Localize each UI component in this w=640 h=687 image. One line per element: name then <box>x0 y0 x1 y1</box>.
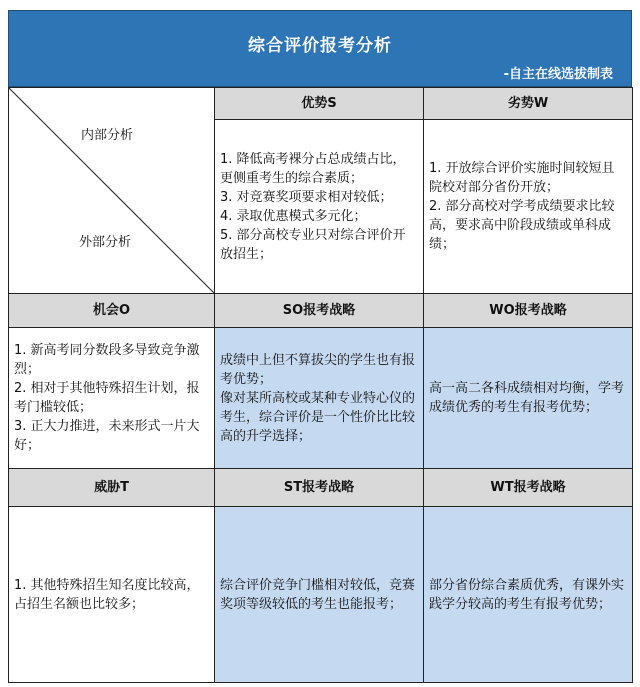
so-strategy-text: 成绩中上但不算拔尖的学生也有报考优势； 像对某所高校或某种专业特心仪的考生，综合评价是一个性价比比较高的升学选择； <box>220 352 416 444</box>
opportunities-cell <box>9 328 215 469</box>
swot-table <box>8 87 633 683</box>
wo-strategy-header: WO报考战略 <box>424 294 633 328</box>
strengths-header: 优势S <box>215 88 424 120</box>
so-strategy-cell <box>215 328 424 469</box>
page-title: 综合评价报考分析 <box>248 36 392 56</box>
st-strategy-header: ST报考战略 <box>215 469 424 507</box>
opportunities-text: 1. 新高考同分数段多导致竞争激烈； 2. 相对于其他特殊招生计划，报考门槛较低； 3. 正大力推进，未来形式一片大好； <box>14 343 200 453</box>
outer-analysis-label: 外部分析 <box>79 235 132 250</box>
threats-cell <box>9 507 215 683</box>
title-banner <box>8 10 632 87</box>
wt-strategy-text: 部分省份综合素质优秀，有课外实践学分较高的考生有报考优势； <box>429 577 625 612</box>
threats-text: 1. 其他特殊招生知名度比较高，占招生名额也比较多； <box>14 577 200 612</box>
strengths-cell <box>215 120 424 294</box>
st-strategy-cell <box>215 507 424 683</box>
so-strategy-header: SO报考战略 <box>215 294 424 328</box>
corner-diagonal-cell <box>9 88 215 294</box>
threats-header: 威胁T <box>9 469 215 507</box>
wt-strategy-header: WT报考战略 <box>424 469 633 507</box>
opportunities-header: 机会O <box>9 294 215 328</box>
inner-analysis-label: 内部分析 <box>81 128 134 143</box>
weaknesses-cell <box>424 120 633 294</box>
diagonal-line <box>9 88 215 294</box>
weaknesses-text: 1. 开放综合评价实施时间较短且院校对部分省份开放； 2. 部分高校对学考成绩要求比较高，要求高中阶段成绩或单科成绩； <box>429 161 615 252</box>
strengths-text: 1. 降低高考裸分占总成绩占比，更侧重考生的综合素质； 3. 对竞赛奖项要求相对较低； 4. 录取优惠模式多元化； 5. 部分高校专业只对综合评价开放招生； <box>220 151 406 262</box>
weaknesses-header: 劣势W <box>424 88 633 120</box>
wo-strategy-text: 高一高二各科成绩相对均衡，学考成绩优秀的考生有报考优势； <box>429 381 625 415</box>
wo-strategy-cell <box>424 328 633 469</box>
page-subtitle: -自主在线选拔制表 <box>503 67 613 82</box>
st-strategy-text: 综合评价竞争门槛相对较低，竞赛奖项等级较低的考生也能报考； <box>220 577 416 612</box>
wt-strategy-cell <box>424 507 633 683</box>
sheet-top-gridline <box>0 0 640 10</box>
